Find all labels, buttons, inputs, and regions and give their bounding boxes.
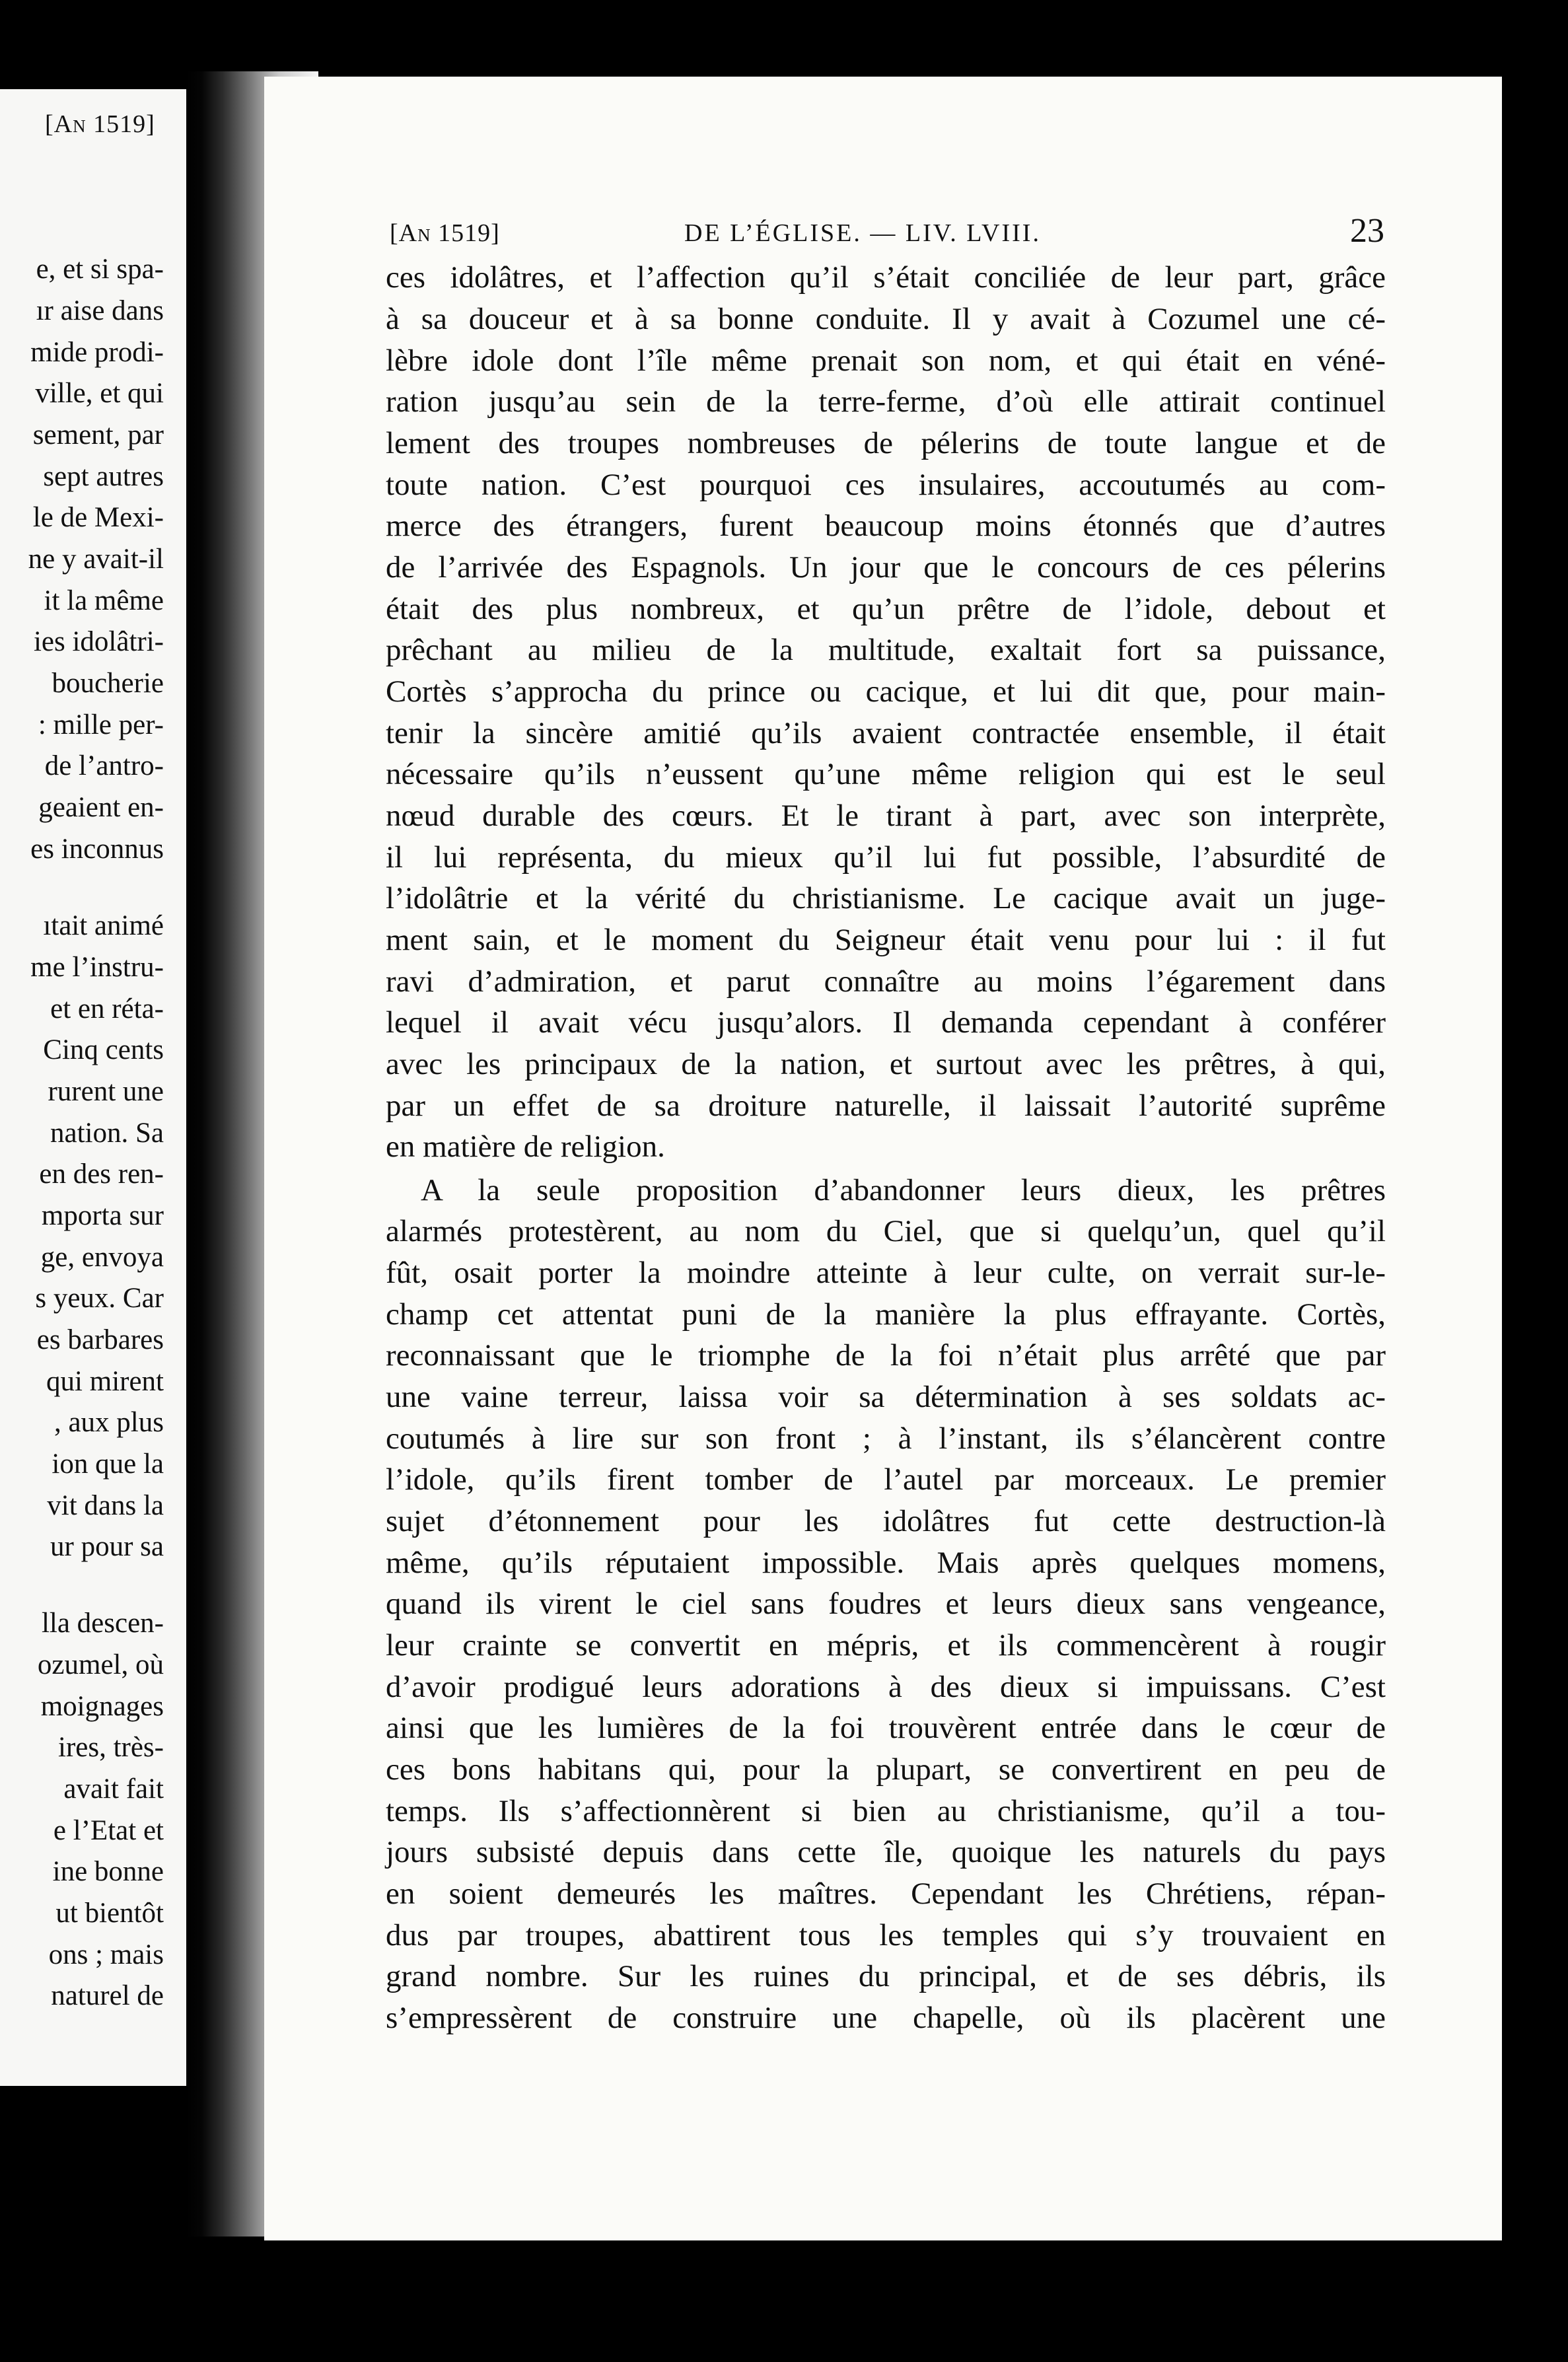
left-page-line: de l’antro- — [44, 750, 164, 781]
left-page-line: moignages — [40, 1691, 164, 1722]
left-page-line: Cinq cents — [43, 1034, 164, 1065]
left-page-line: mide prodi- — [30, 337, 164, 368]
page-number: 23 — [1350, 212, 1384, 250]
left-page-line: mporta sur — [41, 1200, 164, 1231]
left-page-line: ons ; mais — [48, 1939, 164, 1970]
body-line: lèbre idole dont l’île même prenait son nom, et qui était en véné- — [386, 343, 1386, 378]
left-page-line: ge, envoya — [40, 1242, 164, 1273]
left-page-line: ur pour sa — [50, 1531, 164, 1562]
left-page-line: et en réta- — [50, 993, 164, 1024]
body-line: tenir la sincère amitié qu’ils avaient contractée ensemble, il était — [386, 716, 1386, 750]
left-page-line: sement, par — [32, 419, 164, 450]
body-line: ces bons habitans qui, pour la plupart, se convertirent en peu de — [386, 1752, 1386, 1787]
left-page-line: lla descen- — [41, 1608, 164, 1639]
body-line: nœud durable des cœurs. Et le tirant à part, avec son interprète, — [386, 799, 1386, 833]
left-page-line: geaient en- — [38, 792, 164, 823]
left-page-line: boucherie — [52, 668, 164, 699]
body-line: reconnaissant que le triomphe de la foi n’était plus arrêté que par — [386, 1338, 1386, 1373]
body-line: quand ils virent le ciel sans foudres et leurs dieux sans vengeance, — [386, 1587, 1386, 1621]
body-line: temps. Ils s’affectionnèrent si bien au christianisme, qu’il a tou- — [386, 1794, 1386, 1828]
right-running-header-year: [An 1519] — [390, 219, 500, 247]
body-line: à sa douceur et à sa bonne conduite. Il y avait à Cozumel une cé- — [386, 302, 1386, 336]
body-line: merce des étrangers, furent beaucoup moins étonnés que d’autres — [386, 509, 1386, 543]
left-page-line: ies idolâtri- — [33, 626, 164, 657]
body-line: d’avoir prodigué leurs adorations à des dieux si impuissans. C’est — [386, 1670, 1386, 1704]
left-page-line: es inconnus — [30, 834, 164, 865]
body-line: coutumés à lire sur son front ; à l’instant, ils s’élancèrent contre — [386, 1421, 1386, 1456]
body-line: nécessaire qu’ils n’eussent qu’une même religion qui est le seul — [386, 757, 1386, 791]
body-line: fût, osait porter la moindre atteinte à leur culte, on verrait sur-le- — [386, 1256, 1386, 1290]
body-line: champ cet attentat puni de la manière la plus effrayante. Cortès, — [386, 1297, 1386, 1332]
left-page-line: ıtait animé — [43, 910, 164, 941]
body-line: leur crainte se convertit en mépris, et ils commencèrent à rougir — [386, 1628, 1386, 1663]
left-page-line: avait fait — [63, 1773, 164, 1805]
body-line: avec les principaux de la nation, et surtout avec les prêtres, à qui, — [386, 1047, 1386, 1081]
left-page-line: , aux plus — [53, 1407, 164, 1438]
body-line: grand nombre. Sur les ruines du principal, et de ses débris, ils — [386, 1959, 1386, 1993]
left-page-line: ires, très- — [58, 1732, 164, 1763]
body-line: il lui représenta, du mieux qu’il lui fut possible, l’absurdité de — [386, 840, 1386, 875]
left-page-line: ne y avait-il — [28, 544, 164, 575]
left-page-line: qui mirent — [46, 1366, 164, 1397]
body-line: dus par troupes, abattirent tous les temples qui s’y trouvaient en — [386, 1918, 1386, 1952]
left-page-line: me l’instru- — [30, 952, 164, 983]
body-line: alarmés protestèrent, au nom du Ciel, que si quelqu’un, quel qu’il — [386, 1214, 1386, 1248]
paragraph-start-line: A la seule proposition d’abandonner leurs dieux, les prêtres — [421, 1173, 1386, 1207]
left-page-line: e, et si spa- — [36, 254, 164, 285]
left-page-line: e l’Etat et — [53, 1815, 164, 1846]
body-line: une vaine terreur, laissa voir sa détermination à ses soldats ac- — [386, 1380, 1386, 1414]
body-line: prêchant au milieu de la multitude, exaltait fort sa puissance, — [386, 633, 1386, 667]
left-page-line: : mille per- — [38, 709, 164, 740]
left-page-line: en des ren- — [39, 1159, 164, 1190]
left-page-line: ozumel, où — [37, 1649, 164, 1680]
body-line: par un effet de sa droiture naturelle, il laissait l’autorité suprême — [386, 1089, 1386, 1123]
body-line: toute nation. C’est pourquoi ces insulaires, accoutumés au com- — [386, 468, 1386, 502]
left-page-line: s yeux. Car — [35, 1283, 164, 1314]
left-page-line: es barbares — [36, 1324, 164, 1355]
body-line: jours subsisté depuis dans cette île, quoique les naturels du pays — [386, 1835, 1386, 1869]
left-running-header: [An 1519] — [45, 110, 155, 138]
body-line: ainsi que les lumières de la foi trouvèrent entrée dans le cœur de — [386, 1711, 1386, 1745]
body-line: ment sain, et le moment du Seigneur était venu pour lui : il fut — [386, 923, 1386, 957]
body-line: ces idolâtres, et l’affection qu’il s’était conciliée de leur part, grâce — [386, 260, 1386, 295]
body-line: ration jusqu’au sein de la terre-ferme, d’où elle attirait continuel — [386, 384, 1386, 419]
left-page-line: sept autres — [43, 461, 164, 492]
body-line: lement des troupes nombreuses de pélerins de toute langue et de — [386, 426, 1386, 460]
left-page-line: ville, et qui — [35, 378, 164, 409]
body-line: l’idolâtrie et la vérité du christianisme. Le cacique avait un juge- — [386, 881, 1386, 915]
left-page-line: it la même — [44, 585, 164, 616]
left-page-line: ion que la — [52, 1449, 164, 1480]
body-line: était des plus nombreux, et qu’un prêtre de l’idole, debout et — [386, 592, 1386, 626]
body-line: s’empressèrent de construire une chapelle, où ils placèrent une — [386, 2001, 1386, 2035]
body-line: même, qu’ils réputaient impossible. Mais après quelques momens, — [386, 1546, 1386, 1580]
left-page-line: ır aise dans — [36, 295, 164, 326]
right-running-header-title: DE L’ÉGLISE. — LIV. LVIII. — [684, 219, 1041, 247]
body-line: Cortès s’approcha du prince ou cacique, et lui dit que, pour main- — [386, 674, 1386, 709]
body-line: lequel il avait vécu jusqu’alors. Il demanda cependant à conférer — [386, 1005, 1386, 1040]
body-line: en matière de religion. — [386, 1129, 665, 1164]
left-page-line: ut bientôt — [55, 1898, 164, 1929]
body-line: ravi d’admiration, et parut connaître au moins l’égarement dans — [386, 964, 1386, 999]
left-page-line: vit dans la — [47, 1490, 164, 1521]
body-line: de l’arrivée des Espagnols. Un jour que le concours de ces pélerins — [386, 550, 1386, 585]
body-line: sujet d’étonnement pour les idolâtres fut cette destruction-là — [386, 1504, 1386, 1538]
left-page-line: naturel de — [51, 1980, 164, 2011]
body-line: en soient demeurés les maîtres. Cependant les Chrétiens, répan- — [386, 1877, 1386, 1911]
left-page-line: rurent une — [48, 1076, 164, 1107]
left-page-line: le de Mexi- — [32, 502, 164, 533]
body-line: l’idole, qu’ils firent tomber de l’autel par morceaux. Le premier — [386, 1462, 1386, 1497]
left-page-line: nation. Sa — [50, 1118, 164, 1149]
left-page-line: ine bonne — [52, 1856, 164, 1887]
